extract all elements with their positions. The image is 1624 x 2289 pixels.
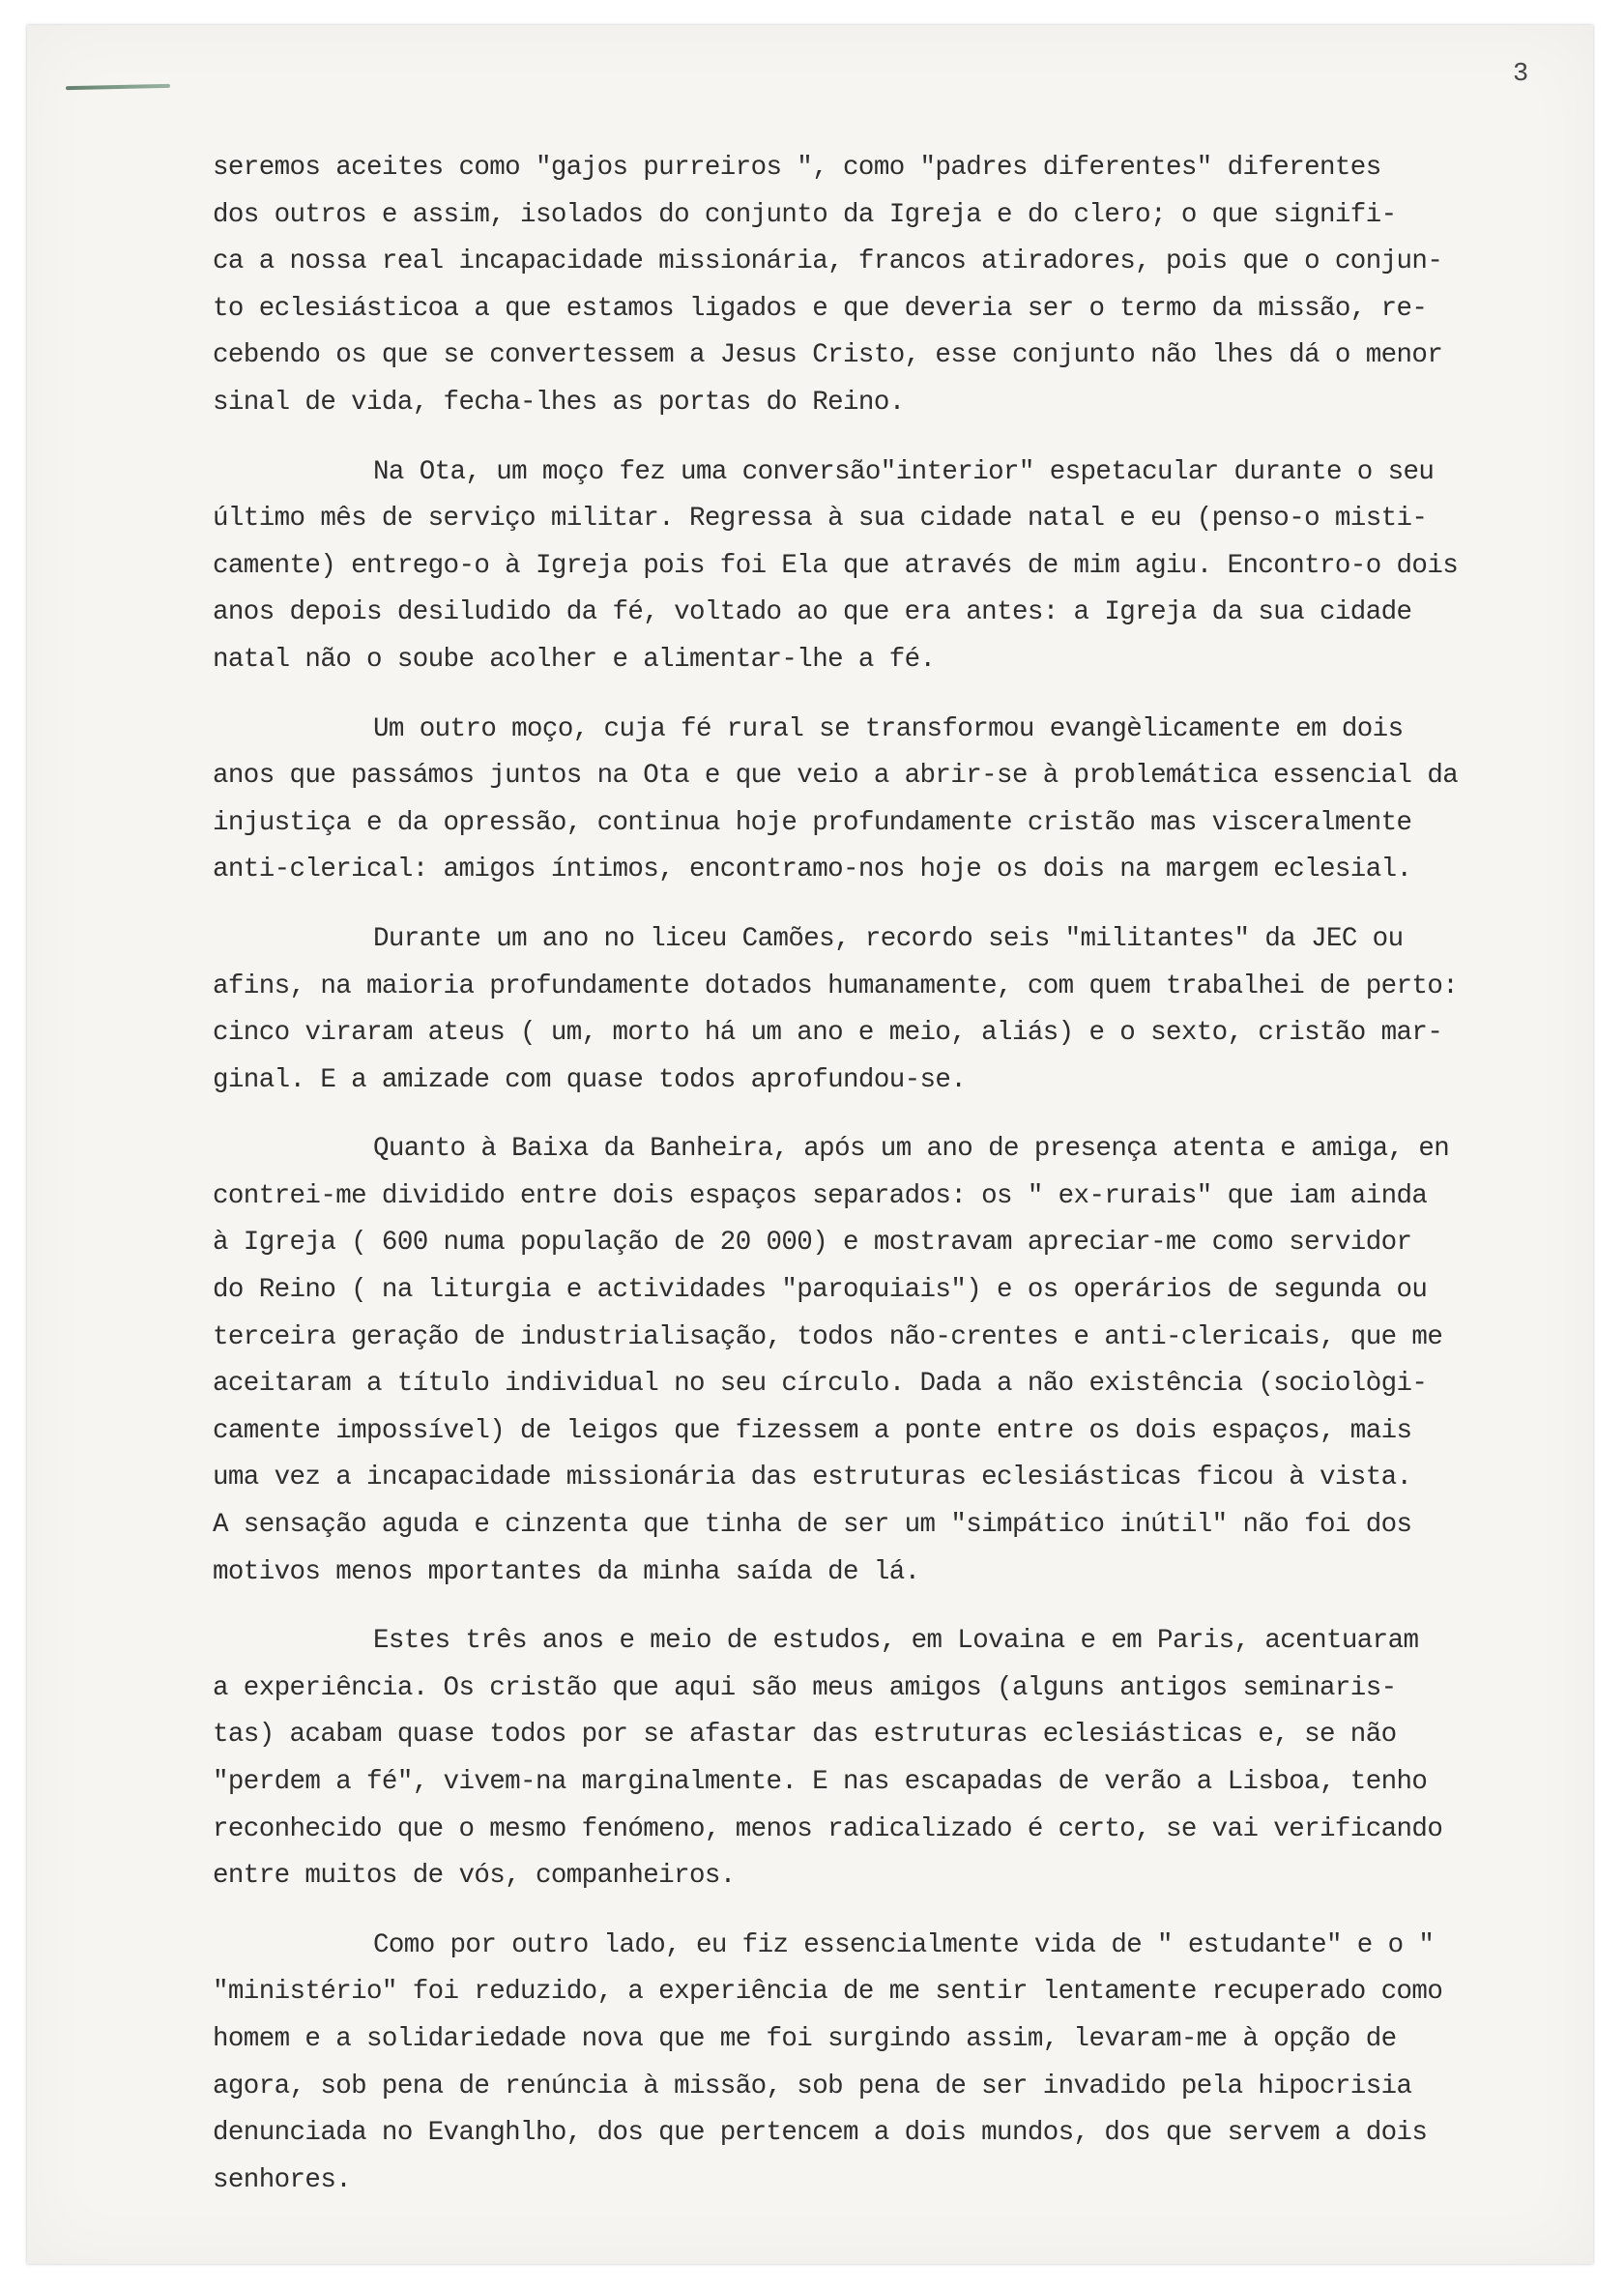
text-line: aceitaram a título individual no seu círculo. Dada a não existência (sociològi- bbox=[213, 1369, 1428, 1400]
paragraph-2 bbox=[213, 449, 1527, 684]
paragraph-7 bbox=[213, 1923, 1527, 2205]
text-line: entre muitos de vós, companheiros. bbox=[213, 1861, 736, 1892]
text-line: a experiência. Os cristão que aqui são meus amigos (alguns antigos seminaris- bbox=[213, 1672, 1397, 1703]
text-line: dos outros e assim, isolados do conjunto da Igreja e do clero; o que signifi- bbox=[213, 199, 1397, 230]
paragraph-1 bbox=[213, 145, 1527, 427]
text-line: afins, na maioria profundamente dotados humanamente, com quem trabalhei de perto: bbox=[213, 971, 1459, 1001]
text-line: uma vez a incapacidade missionária das estruturas eclesiásticas ficou à vista. bbox=[213, 1463, 1412, 1493]
text-line: to eclesiásticoa a que estamos ligados e que deveria ser o termo da missão, re- bbox=[213, 293, 1428, 324]
text-line: anos que passámos juntos na Ota e que veio a abrir-se à problemática essencial da bbox=[213, 761, 1459, 792]
text-line: senhores. bbox=[213, 2164, 352, 2195]
text-line: denunciada no Evanghlho, dos que pertencem a dois mundos, dos que servem a dois bbox=[213, 2118, 1428, 2149]
text-line: sinal de vida, fecha-lhes as portas do Reino. bbox=[213, 387, 905, 418]
text-line: Como por outro lado, eu fiz essencialmente vida de " estudante" e o " bbox=[373, 1929, 1435, 1960]
text-line: terceira geração de industrialisação, todos não-crentes e anti-clericais, que me bbox=[213, 1321, 1443, 1352]
text-line: Durante um ano no liceu Camões, recordo seis "militantes" da JEC ou bbox=[373, 923, 1404, 954]
text-line: Quanto à Baixa da Banheira, após um ano de presença atenta e amiga, en bbox=[373, 1134, 1450, 1165]
text-line: anti-clerical: amigos íntimos, encontramo-nos hoje os dois na margem eclesial. bbox=[213, 855, 1412, 885]
text-line: cinco viraram ateus ( um, morto há um ano e meio, aliás) e o sexto, cristão mar- bbox=[213, 1018, 1443, 1049]
text-line: camente impossível) de leigos que fizessem a ponte entre os dois espaços, mais bbox=[213, 1415, 1412, 1446]
text-line: ca a nossa real incapacidade missionária, francos atiradores, pois que o conjun- bbox=[213, 246, 1443, 277]
text-line: "perdem a fé", vivem-na marginalmente. E nas escapadas de verão a Lisboa, tenho bbox=[213, 1767, 1428, 1797]
text-line: contrei-me dividido entre dois espaços separados: os " ex-rurais" que iam ainda bbox=[213, 1180, 1428, 1211]
text-line: do Reino ( na liturgia e actividades "paroquiais") e os operários de segunda ou bbox=[213, 1275, 1428, 1306]
text-line: natal não o soube acolher e alimentar-lhe a fé. bbox=[213, 644, 936, 675]
paragraph-3 bbox=[213, 707, 1527, 894]
text-line: Um outro moço, cuja fé rural se transformou evangèlicamente em dois bbox=[373, 713, 1404, 744]
text-line: homem e a solidariedade nova que me foi surgindo assim, levaram-me à opção de bbox=[213, 2023, 1397, 2054]
text-line: A sensação aguda e cinzenta que tinha de ser um "simpático inútil" não foi dos bbox=[213, 1510, 1412, 1541]
document-body bbox=[213, 145, 1527, 2204]
text-line: Na Ota, um moço fez uma conversão"interior" espetacular durante o seu bbox=[373, 456, 1435, 487]
text-line: camente) entrego-o à Igreja pois foi Ela que através de mim agiu. Encontro-o dois bbox=[213, 550, 1459, 581]
paragraph-5 bbox=[213, 1126, 1527, 1596]
text-line: agora, sob pena de renúncia à missão, sob pena de ser invadido pela hipocrisia bbox=[213, 2071, 1412, 2101]
paragraph-6 bbox=[213, 1618, 1527, 1900]
text-line: reconhecido que o mesmo fenómeno, menos radicalizado é certo, se vai verificando bbox=[213, 1813, 1443, 1844]
text-line: à Igreja ( 600 numa população de 20 000) e mostravam apreciar-me como servidor bbox=[213, 1228, 1412, 1259]
text-line: injustiça e da opressão, continua hoje profundamente cristão mas visceralmente bbox=[213, 807, 1412, 838]
text-line: último mês de serviço militar. Regressa à sua cidade natal e eu (penso-o misti- bbox=[213, 504, 1428, 535]
text-line: tas) acabam quase todos por se afastar das estruturas eclesiásticas e, se não bbox=[213, 1720, 1397, 1751]
paragraph-4 bbox=[213, 916, 1527, 1104]
text-line: cebendo os que se convertessem a Jesus Cristo, esse conjunto não lhes dá o menor bbox=[213, 340, 1443, 371]
text-line: motivos menos mportantes da minha saída de lá. bbox=[213, 1556, 920, 1587]
page-number: 3 bbox=[1513, 60, 1529, 89]
text-line: anos depois desiludido da fé, voltado ao que era antes: a Igreja da sua cidade bbox=[213, 597, 1412, 628]
text-line: seremos aceites como "gajos purreiros ", como "padres diferentes" diferentes bbox=[213, 153, 1381, 183]
text-line: "ministério" foi reduzido, a experiência de me sentir lentamente recuperado como bbox=[213, 1977, 1443, 2008]
text-line: ginal. E a amizade com quase todos aprofundou-se. bbox=[213, 1064, 967, 1095]
text-line: Estes três anos e meio de estudos, em Lovaina e em Paris, acentuaram bbox=[373, 1626, 1419, 1657]
